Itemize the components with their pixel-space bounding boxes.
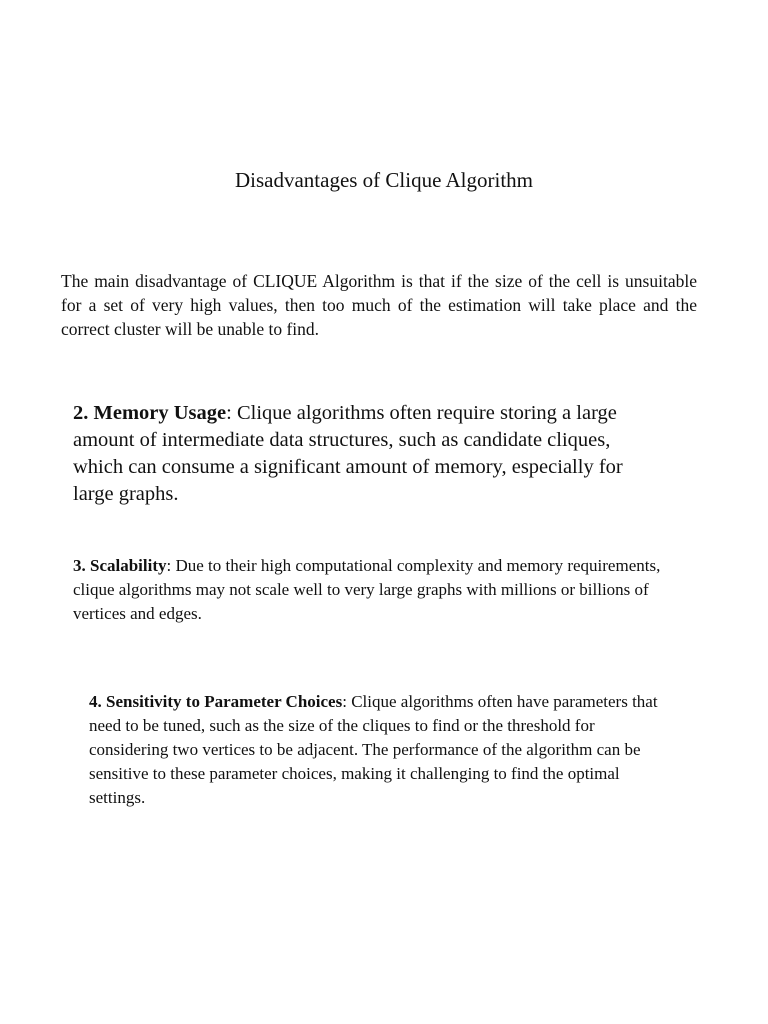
intro-paragraph: The main disadvantage of CLIQUE Algorithm is that if the size of the cell is unsuitable for a set of very high values, then too much of the estimation will take place and the correct cluster will be unable to find. (61, 271, 697, 339)
sensitivity-paragraph (89, 690, 669, 810)
page-title: Disadvantages of Clique Algorithm (234, 168, 534, 192)
sensitivity-body: : Clique algorithms often have parameters that need to be tuned, such as the size of the cliques to find or the threshold for considering two vertices to be adjacent. The performance of the algorithm can be sensitive to these parameter choices, making it challenging to find the optimal settings. (89, 692, 658, 807)
memory-usage-body: : Clique algorithms often require storing a large amount of intermediate data structures, such as candidate cliques, which can consume a significant amount of memory, especially for large graphs. (73, 402, 623, 505)
scalability-paragraph (73, 554, 663, 626)
scalability-heading: 3. Scalability (73, 556, 167, 575)
memory-usage-paragraph (73, 400, 643, 508)
sensitivity-heading: 4. Sensitivity to Parameter Choices (89, 692, 343, 711)
memory-usage-heading: 2. Memory Usage (73, 402, 227, 424)
scalability-body: : Due to their high computational complexity and memory requirements, clique algorithms may not scale well to very large graphs with millions or billions of vertices and edges. (73, 556, 661, 623)
